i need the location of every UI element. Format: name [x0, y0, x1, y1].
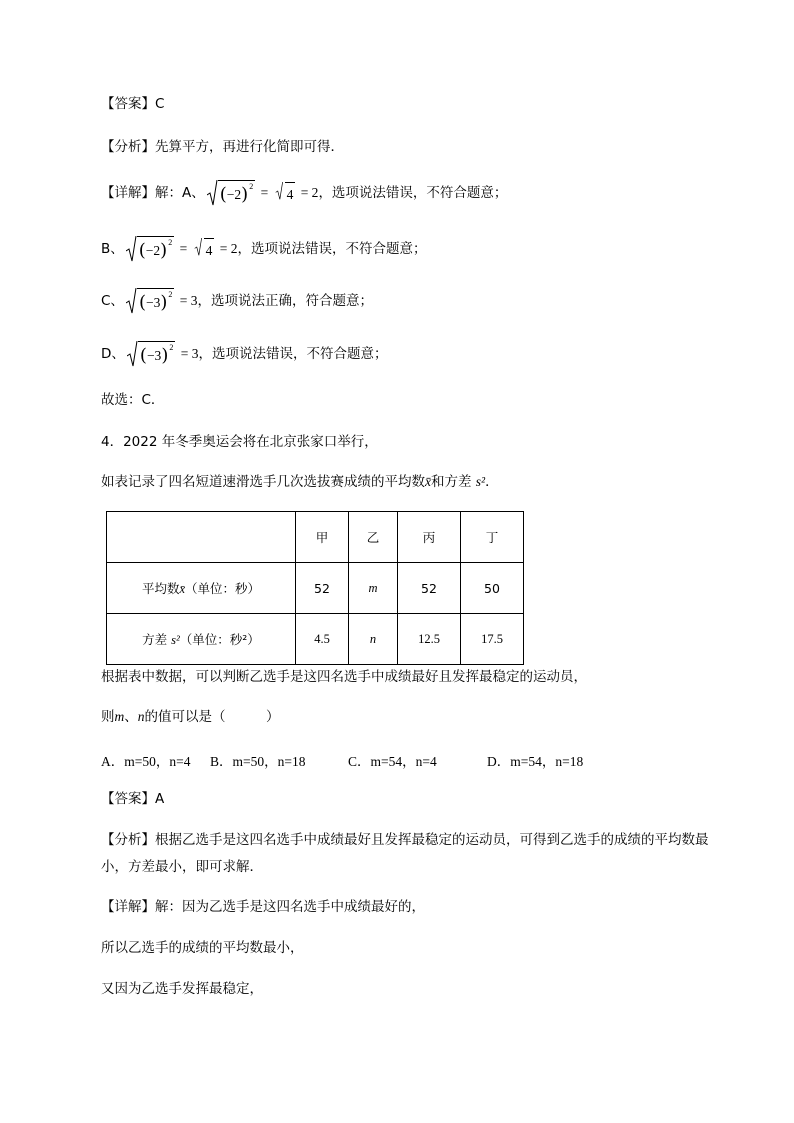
table-cell: 52 — [296, 563, 349, 614]
q3-detail-prefix: 【详解】解：A、 — [101, 185, 205, 201]
sqrt-expression-c: ( −3 ) 2 — [126, 288, 174, 314]
table-row — [107, 614, 524, 665]
table-header-cell: 甲 — [296, 512, 349, 563]
sqrt-expression-b: ( −2 ) 2 — [126, 236, 174, 262]
scores-table — [106, 511, 524, 665]
radical-icon — [274, 182, 285, 200]
q4-answer: 【答案】A — [101, 791, 165, 807]
q4-detail-1: 【详解】解：因为乙选手是这四名选手中成绩最好的， — [101, 899, 425, 915]
option-c: C．m=54，n=4 — [348, 754, 437, 769]
table-row-label: 方差 s²（单位：秒²） — [107, 614, 296, 665]
radical-icon — [193, 238, 204, 256]
table-header-cell: 乙 — [349, 512, 398, 563]
table-cell: m — [349, 563, 398, 614]
sqrt-expression-a: ( −2 ) 2 — [207, 180, 255, 206]
table-header-cell: 丙 — [398, 512, 461, 563]
q4-stem: 4．2022 年冬季奥运会将在北京张家口举行， — [101, 434, 378, 450]
radical-icon — [127, 341, 138, 367]
q4-analysis-2: 小，方差最小，即可求解． — [101, 859, 263, 875]
radical-icon — [126, 288, 137, 314]
q3-analysis: 【分析】先算平方，再进行化简即可得． — [101, 139, 344, 155]
table-row — [107, 563, 524, 614]
q4-after1: 根据表中数据，可以判断乙选手是这四名选手中成绩最好且发挥最稳定的运动员， — [101, 669, 587, 685]
radical-icon — [126, 236, 137, 262]
radical-icon — [207, 180, 218, 206]
q3-detail-c: C、 ( −3 ) 2 = 3 ，选项说法正确，符合题意； — [101, 289, 373, 313]
q3-detail-a: 【详解】解：A、 ( −2 ) 2 = 4 = 2 ，选项说法错误，不符合题意； — [101, 181, 508, 205]
option-a: A．m=50，n=4 — [101, 754, 191, 769]
table-header-cell: 丁 — [461, 512, 524, 563]
q4-detail-2: 所以乙选手的成绩的平均数最小， — [101, 940, 304, 956]
q3-detail-b: B、 ( −2 ) 2 = 4 = 2 ，选项说法错误，不符合题意； — [101, 237, 427, 261]
table-cell: n — [349, 614, 398, 665]
sqrt-four-a: 4 — [274, 182, 296, 205]
option-b: B．m=50，n=18 — [210, 754, 306, 769]
q4-intro: 如表记录了四名短道速滑选手几次选拔赛成绩的平均数x̄和方差 s²． — [101, 474, 499, 490]
option-d: D．m=54，n=18 — [487, 754, 584, 769]
table-cell: 12.5 — [398, 614, 461, 665]
table-cell: 17.5 — [461, 614, 524, 665]
q3-detail-d: D、 ( −3 ) 2 = 3 ，选项说法错误，不符合题意； — [101, 342, 388, 366]
table-cell: 4.5 — [296, 614, 349, 665]
q4-after2: 则m、n的值可以是（ ） — [101, 709, 280, 725]
table-cell: 52 — [398, 563, 461, 614]
table-header-cell — [107, 512, 296, 563]
q3-choose: 故选：C． — [101, 392, 165, 408]
q4-detail-3: 又因为乙选手发挥最稳定， — [101, 981, 263, 997]
table-row-label: 平均数x̄（单位：秒） — [107, 563, 296, 614]
sqrt-expression-d: ( −3 ) 2 — [127, 341, 175, 367]
table-header-row — [107, 512, 524, 563]
sqrt-four-b: 4 — [193, 238, 215, 261]
table-cell: 50 — [461, 563, 524, 614]
q3-answer: 【答案】C — [101, 96, 165, 112]
q4-analysis-1: 【分析】根据乙选手是这四名选手中成绩最好且发挥最稳定的运动员，可得到乙选手的成绩的平均数最 — [101, 832, 709, 848]
